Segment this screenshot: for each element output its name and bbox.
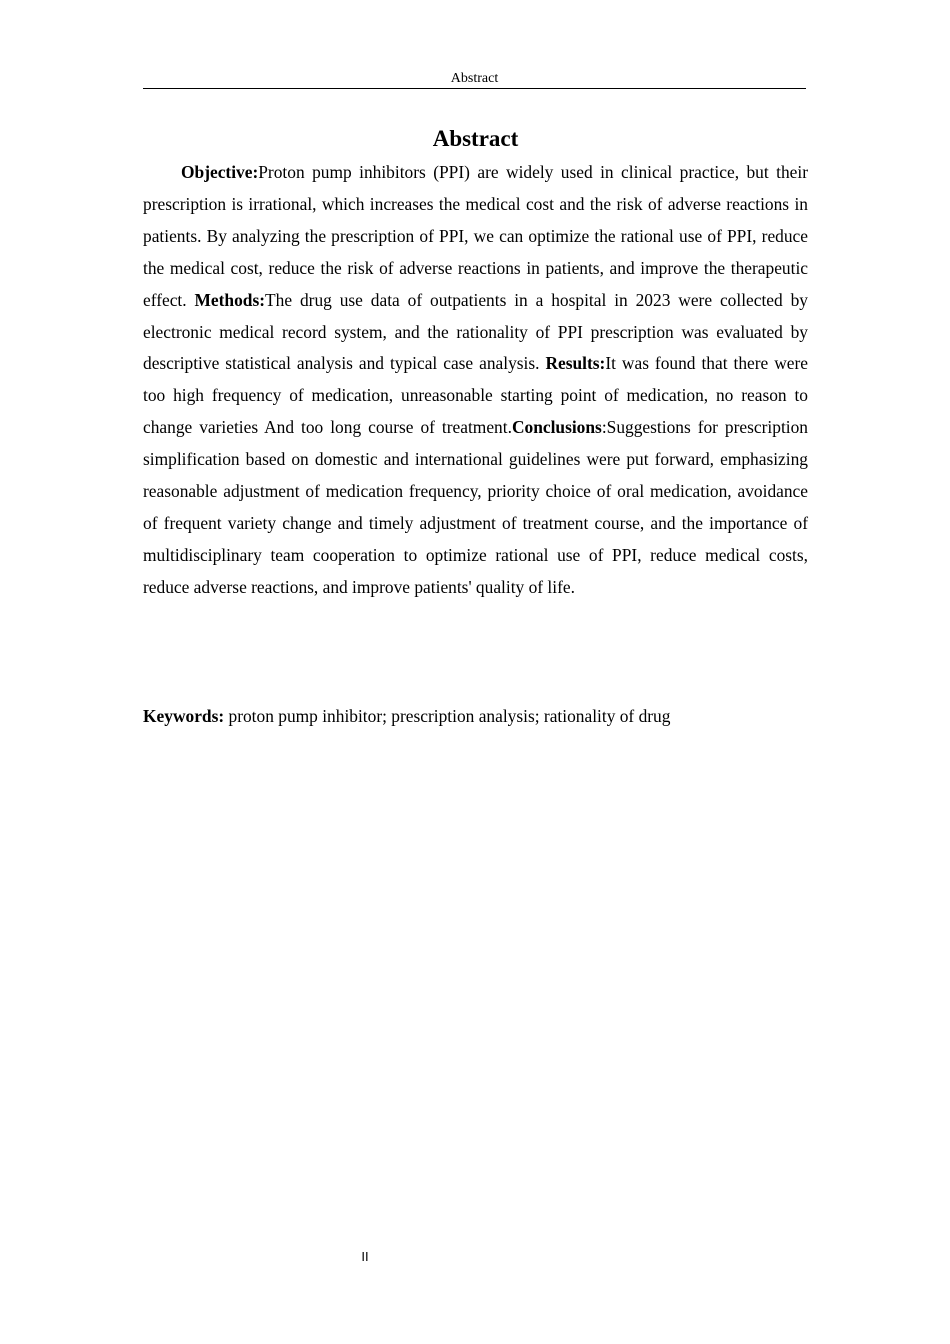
objective-text: Proton pump inhibitors (PPI) are widely used in clinical practice, but their prescription is irrational, which increases the medical cost and the risk of adverse reactions in patients. By analyzing the prescription of PPI, we can optimize the rational use of PPI, reduce the medical cost, reduce the risk of adverse reactions in patients, and improve the therapeutic effect. [143,162,808,310]
methods-label: Methods: [194,289,266,310]
results-text: It was found that there were too high frequency of medication, unreasonable starting point of medication, no reason to change varieties And too long course of treatment. [143,353,808,438]
conclusions-text: :Suggestions for prescription simplification based on domestic and international guidelines were put forward, emphasizing reasonable adjustment of medication frequency, priority choice of oral medication, avoidance of frequent variety change and timely adjustment of treatment course, and the importance of multidisciplinary team cooperation to optimize rational use of PPI, reduce medical costs, reduce adverse reactions, and improve patients' quality of life. [143,417,808,597]
keywords-line [143,700,808,732]
header-rule [143,88,806,89]
page-number: II [361,1249,369,1264]
keywords-label: Keywords: [143,706,225,726]
methods-text: The drug use data of outpatients in a hospital in 2023 were collected by electronic medical record system, and the rationality of PPI prescription was evaluated by descriptive statistical analysis and typical case analysis. [143,289,808,374]
page-title: Abstract [432,126,519,151]
conclusions-label: Conclusions [511,417,602,438]
objective-label: Objective: [181,162,259,182]
results-label: Results: [545,353,606,374]
abstract-paragraph [143,157,808,604]
running-header: Abstract [450,71,499,86]
keywords-text: proton pump inhibitor; prescription analysis; rationality of drug [224,706,671,726]
